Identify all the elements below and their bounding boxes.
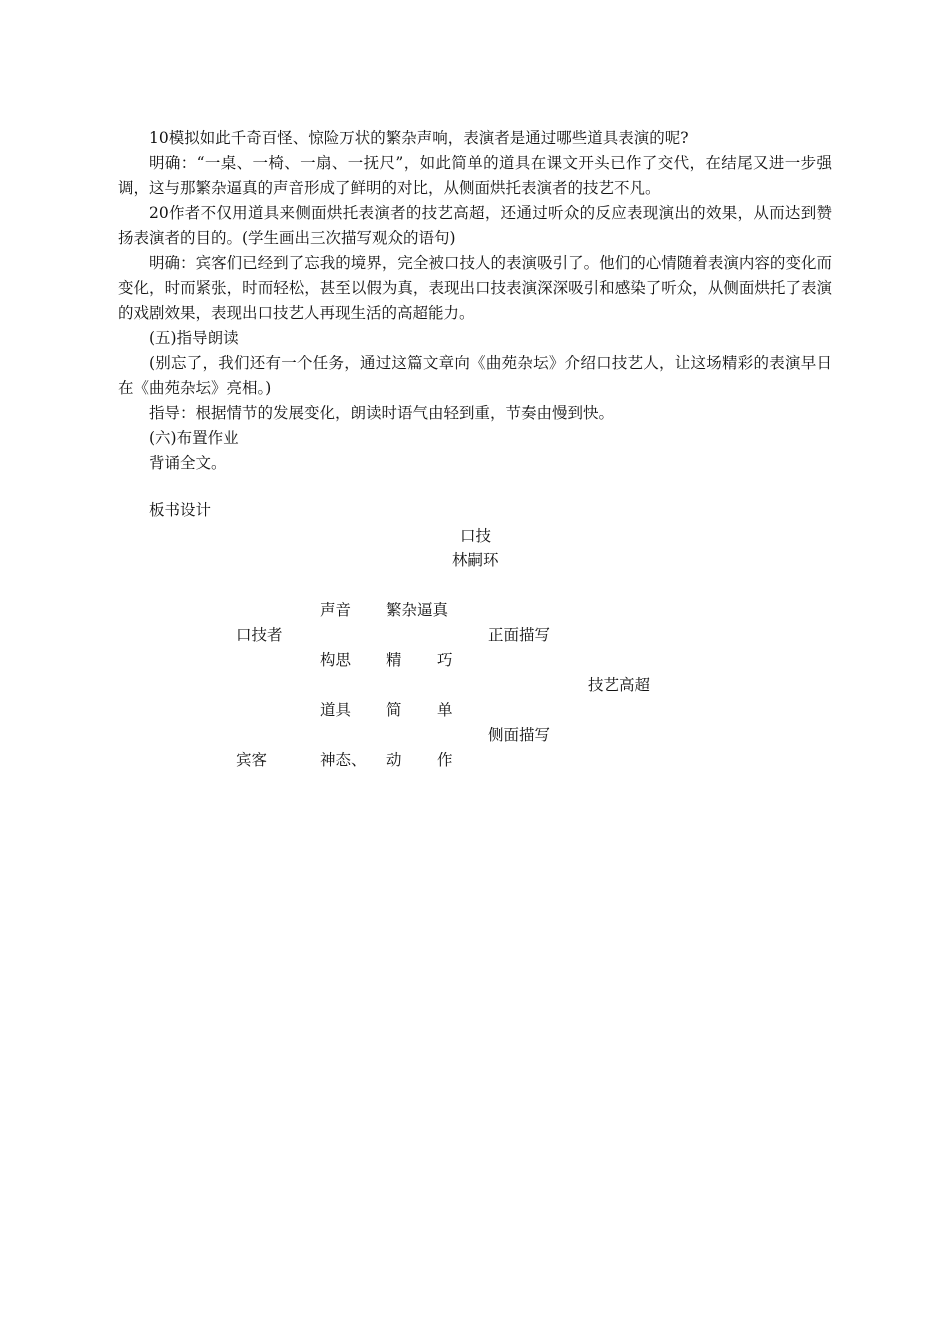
- paragraph-homework: 背诵全文。: [149, 454, 227, 472]
- lesson-body: [118, 126, 832, 476]
- paragraph-reading-guide: 指导：根据情节的发展变化，朗读时语气由轻到重，节奏由慢到快。: [149, 404, 615, 422]
- board-props-char-2: 单: [437, 701, 453, 719]
- board-author: 林嗣环: [452, 551, 499, 569]
- board-props-label: 道具: [320, 701, 352, 719]
- paragraph-task-note: (别忘了，我们还有一个任务，通过这篇文章向《曲苑杂坛》介绍口技艺人，让这场精彩的表演早日在《曲苑杂坛》亮相。): [118, 354, 832, 397]
- board-guest-char-1: 动: [386, 751, 402, 769]
- board-design-heading: 板书设计: [149, 501, 212, 519]
- paragraph-answer-props: 明确：“一桌、一椅、一扇、一抚尺”，如此简单的道具在课文开头已作了交代，在结尾又进一步强调，这与那繁杂逼真的声音形成了鲜明的对比，从侧面烘托表演者的技艺不凡。: [118, 154, 832, 197]
- board-props-char-1: 简: [386, 701, 402, 719]
- section-heading-reading: (五)指导朗读: [149, 329, 239, 347]
- board-guest-char-2: 作: [437, 751, 453, 769]
- board-idea-label: 构思: [320, 651, 352, 669]
- section-heading-homework: (六)布置作业: [149, 429, 239, 447]
- board-guests: 宾客: [236, 751, 268, 769]
- board-idea-char-2: 巧: [437, 651, 453, 669]
- board-sound-desc: 繁杂逼真: [386, 601, 449, 619]
- board-performer: 口技者: [236, 626, 283, 644]
- paragraph-question-10: 10模拟如此千奇百怪、惊险万状的繁杂声响，表演者是通过哪些道具表演的呢?: [149, 129, 689, 147]
- board-title: 口技: [460, 527, 492, 545]
- board-idea-char-1: 精: [386, 651, 402, 669]
- paragraph-answer-audience: 明确：宾客们已经到了忘我的境界，完全被口技人的表演吸引了。他们的心情随着表演内容的变化而变化，时而紧张，时而轻松，甚至以假为真，表现出口技表演深深吸引和感染了听众，从侧面烘托了表演的戏剧效果，表现出口技艺人再现生活的高超能力。: [118, 254, 832, 322]
- board-side-description: 侧面描写: [488, 726, 551, 744]
- board-sound-label: 声音: [320, 601, 352, 619]
- board-guest-desc: 神态、: [320, 751, 367, 769]
- board-skill-conclusion: 技艺高超: [588, 676, 651, 694]
- board-front-description: 正面描写: [488, 626, 551, 644]
- paragraph-question-20: 20作者不仅用道具来侧面烘托表演者的技艺高超，还通过听众的反应表现演出的效果，从而达到赞扬表演者的目的。(学生画出三次描写观众的语句): [118, 204, 832, 247]
